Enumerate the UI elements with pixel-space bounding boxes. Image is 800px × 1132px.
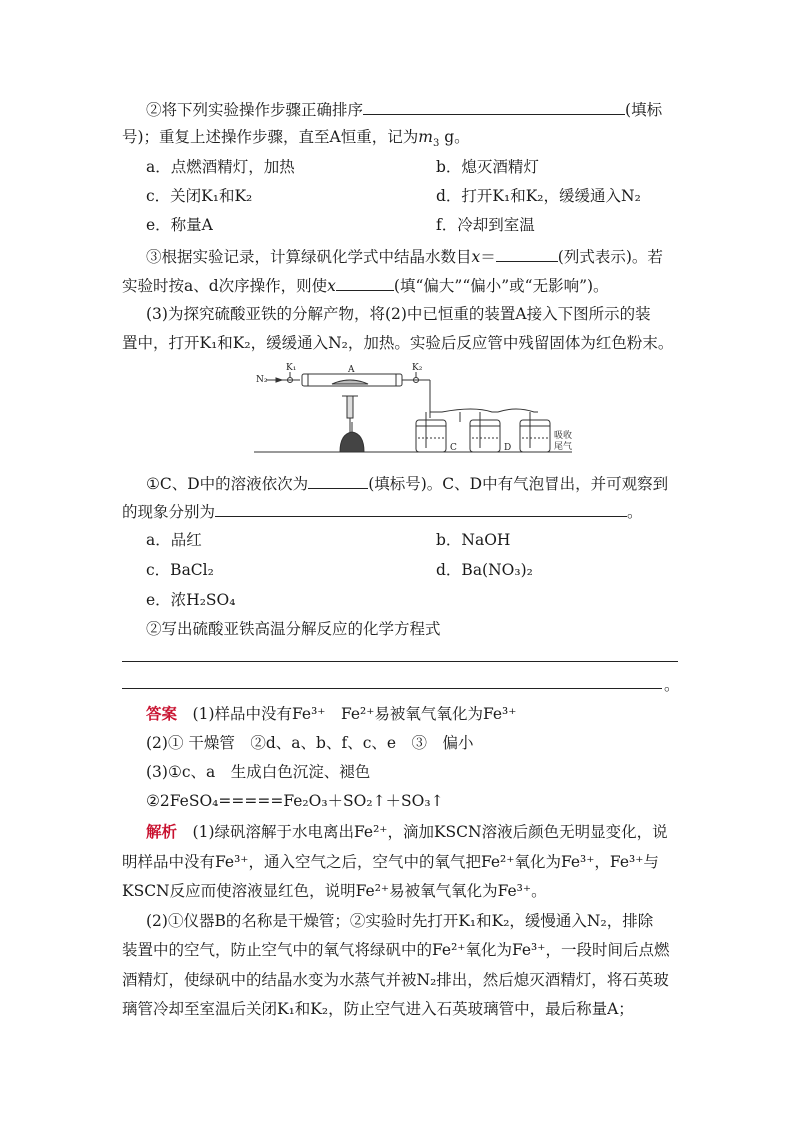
answer-line-1[interactable] (122, 661, 678, 662)
absorption-bottle (520, 420, 550, 452)
answer-blank[interactable] (308, 472, 368, 489)
flow-arrow (276, 378, 282, 382)
answer-blank[interactable] (336, 274, 394, 291)
wash-bottle-c (416, 420, 446, 452)
m3-subscript: 3 (432, 138, 440, 150)
q3-option-e: e．浓H₂SO₄ (146, 591, 236, 609)
m3-unit: g。 (439, 128, 470, 146)
analysis-p2-line2: 装置中的空气，防止空气中的氧气将绿矾中的Fe²⁺氧化为Fe³⁺，一段时间后点燃 (122, 941, 670, 959)
q2-step2-line2 (122, 127, 470, 150)
answer-line2: (2)① 干燥管 ②d、a、b、f、c、e ③ 偏小 (146, 734, 474, 752)
q2-step3-line1 (146, 245, 663, 267)
q3-option-c: c．BaCl₂ (146, 561, 214, 579)
answer-line4: ②2FeSO₄=====Fe₂O₃＋SO₂↑＋SO₃↑ (146, 792, 444, 810)
label-k2: K₂ (412, 363, 423, 373)
answer-line-2[interactable] (122, 688, 662, 689)
answer-blank[interactable] (496, 245, 558, 262)
q2-option-c: c．关闭K₁和K₂ (146, 187, 253, 205)
q2-step2-fill-hint: (填标 (625, 101, 663, 119)
analysis-p2-line3: 酒精灯，使绿矾中的结晶水变为水蒸气并被N₂排出，然后熄灭酒精灯，将石英玻 (122, 971, 669, 989)
period: 。 (664, 676, 680, 694)
answer-line3: (3)①c、a 生成白色沉淀、褪色 (146, 763, 371, 781)
answer-text-1: (1)样品中没有Fe³⁺ Fe²⁺易被氧气氧化为Fe³⁺ (192, 705, 517, 723)
label-absorb: 吸收 (554, 431, 573, 441)
q3-sub1-text: ①C、D中的溶液依次为 (146, 475, 309, 493)
analysis-p1-line3: KSCN反应而使溶液显红色，说明Fe²⁺易被氧气氧化为Fe³⁺。 (122, 882, 547, 900)
analysis-p2-line4: 璃管冷却至室温后关闭K₁和K₂，防止空气进入石英玻璃管中，最后称量A； (122, 1000, 634, 1018)
answer-tag: 答案 (146, 704, 178, 723)
apparatus-diagram (254, 360, 594, 460)
q2-option-a: a．点燃酒精灯，加热 (146, 158, 295, 176)
analysis-text: (1)绿矾溶解于水电离出Fe²⁺，滴加KSCN溶液后颜色无明显变化，说 (192, 823, 668, 841)
q3-sub2: ②写出硫酸亚铁高温分解反应的化学方程式 (146, 620, 441, 638)
analysis-p2-line1: (2)①仪器B的名称是干燥管；②实验时先打开K₁和K₂，缓慢通入N₂，排除 (146, 912, 654, 930)
q2-step2-line1 (146, 98, 662, 120)
label-a: A (348, 365, 355, 375)
q2-step3-text2: 实验时按a、d次序操作，则使 (122, 277, 328, 295)
answer-line1 (146, 704, 516, 724)
m3-symbol: m (418, 128, 433, 146)
q3-intro-line2: 置中，打开K₁和K₂，缓缓通入N₂，加热。实验后反应管中残留固体为红色粉末。 (122, 334, 674, 352)
analysis-tag: 解析 (146, 822, 178, 841)
q3-sub1-line1 (146, 472, 668, 494)
x-symbol: x (471, 248, 481, 266)
alcohol-lamp (340, 432, 364, 452)
q2-step3-line2 (122, 274, 609, 296)
label-k1: K₁ (286, 363, 297, 373)
q2-step3-text: ③根据实验记录，计算绿矾化学式中结晶水数目 (146, 248, 472, 266)
q3-option-b: b．NaOH (436, 531, 511, 549)
label-d: D (504, 443, 512, 453)
q2-step3-hint2: (填“偏大”“偏小”或“无影响”)。 (393, 277, 609, 295)
q2-option-d: d．打开K₁和K₂，缓缓通入N₂ (436, 187, 641, 205)
wash-bottle-d (470, 420, 500, 452)
q2-option-e: e．称量A (146, 216, 213, 234)
x-symbol: x (327, 277, 336, 295)
q2-step2-text: ②将下列实验操作步骤正确排序 (146, 101, 364, 119)
q3-option-d: d．Ba(NO₃)₂ (436, 561, 533, 579)
answer-blank[interactable] (363, 98, 625, 115)
q2-step3-hint: (列式表示)。若 (557, 248, 663, 266)
label-c: C (450, 443, 457, 453)
q2-option-b: b．熄灭酒精灯 (436, 158, 539, 176)
connector-hose-2 (498, 409, 538, 412)
period: 。 (627, 503, 643, 521)
sample-powder (332, 380, 368, 384)
q3-option-a: a．品红 (146, 531, 202, 549)
q2-step2-continued: 号)；重复上述操作步骤，直至A恒重，记为 (122, 128, 419, 146)
label-tail-gas: 尾气 (554, 442, 573, 452)
q3-intro-line1: (3)为探究硫酸亚铁的分解产物，将(2)中已恒重的装置A接入下图所示的装 (146, 305, 651, 323)
q2-option-f: f．冷却到室温 (436, 216, 535, 234)
equals-sign: ＝ (480, 248, 496, 266)
analysis-p1-line1 (146, 822, 668, 842)
connector-hose-1 (430, 409, 498, 412)
q3-sub1-hint: (填标号)。C、D中有气泡冒出，并可观察到 (368, 475, 669, 493)
q3-sub1-text2: 的现象分别为 (122, 503, 216, 521)
analysis-p1-line2: 明样品中没有Fe³⁺，通入空气之后，空气中的氧气把Fe²⁺氧化为Fe³⁺，Fe³⁺与 (122, 853, 659, 871)
answer-blank[interactable] (215, 500, 627, 517)
label-n2: N₂ (256, 375, 268, 385)
q3-sub1-line2 (122, 500, 643, 522)
